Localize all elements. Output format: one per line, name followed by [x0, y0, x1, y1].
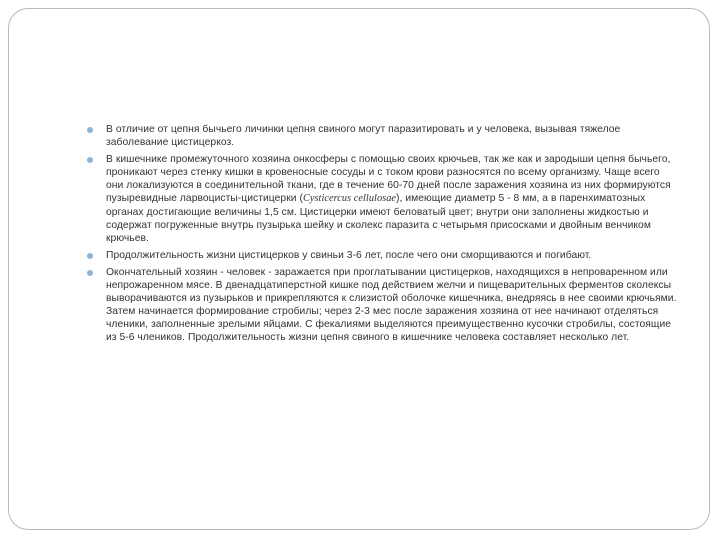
slide-frame — [8, 8, 710, 530]
bullet-item — [87, 249, 677, 262]
bullet-text-part: ), имеющие диаметр 5 - 8 мм, а в паренхиматозных органах достигающие величины 1,5 см. Цистицерки имеют беловатый цвет; внутри они заполнены жидкостью и содержат погруженные внутрь пузырька шейку и сколекс паразита с четырьмя присосками и двойным венчиком крючьев. — [106, 193, 651, 244]
bullet-dot-icon — [87, 253, 93, 259]
bullet-dot-icon — [87, 270, 93, 276]
bullet-text-part: В кишечнике промежуточного хозяина онкосферы с помощью своих крючьев, так же как и зародыши цепня бычьего, проникают через стенку кишки в кровеносные сосуды и с током крови разносятся по всему организму. Чаще всего они локализуются в соединительной ткани, где в течение 60-70 дней после заражения хозяина из них формируются пузыревидные ларвоцисты-цистицерки ( — [106, 154, 671, 205]
bullet-dot-icon — [87, 157, 93, 163]
bullet-dot-icon — [87, 127, 93, 133]
bullet-list — [87, 123, 677, 349]
bullet-text: Продолжительность жизни цистицерков у свиньи 3-6 лет, после чего они сморщиваются и погибают. — [106, 249, 592, 261]
bullet-item — [87, 123, 677, 149]
bullet-item — [87, 153, 677, 245]
bullet-text: Окончательный хозяин - человек - заражается при проглатывании цистицерков, находящихся в непроваренном или непрожаренном мясе. В двенадцатиперстной кишке под действием желчи и пищеварительных ферментов сколексы выворачиваются из пузырьков и прикрепляются к слизистой оболочке кишечника, внедряясь в нее своими крючьями. Затем начинается формирование стробилы; через 2-3 мес после заражения хозяина от нее начинают отделяться членики, заполненные зрелыми яйцами. С фекалиями выделяются преимущественно кусочки стробилы, состоящие из 5-6 члеников. Продолжительность жизни цепня свиного в кишечнике человека составляет несколько лет. — [106, 266, 677, 344]
latin-species-name: Cysticercus cellulosae — [302, 193, 397, 205]
bullet-item — [87, 266, 677, 345]
bullet-text: В отличие от цепня бычьего личинки цепня свиного могут паразитировать и у человека, вызывая тяжелое заболевание цистицеркоз. — [106, 124, 621, 149]
